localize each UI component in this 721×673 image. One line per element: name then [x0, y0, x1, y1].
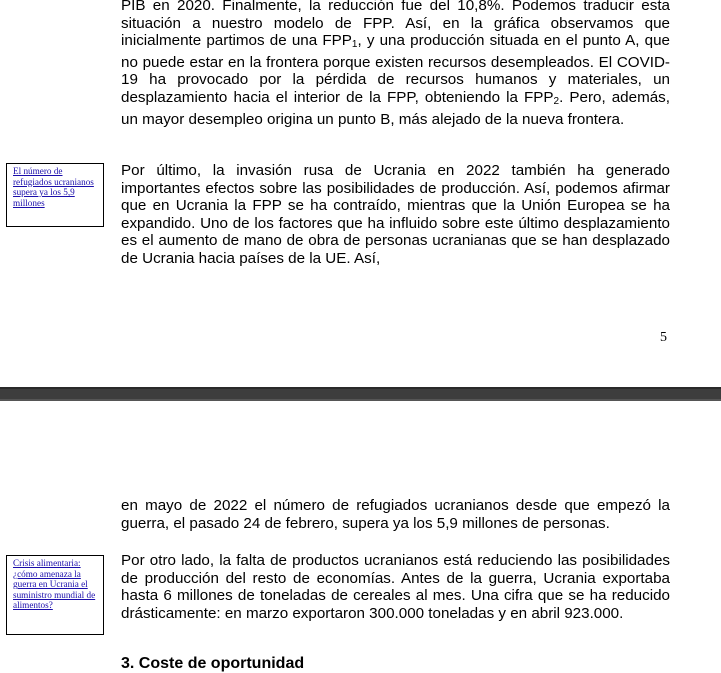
- section-heading: 3. Coste de oportunidad: [121, 655, 305, 672]
- paragraph-text: , y una producción situada en el punto A, que no puede estar en la frontera porque existen recursos desempleados. El COVID-19 ha provocado por la pérdida de recursos humanos y materiales, un desplazamiento hacia el interior de la FPP, obteniendo la FPP: [121, 32, 670, 106]
- food-crisis-link[interactable]: Crisis alimentaria: ¿cómo amenaza la guerra en Ucrania el suministro mundial de alimentos?: [13, 558, 96, 611]
- paragraph-food-crisis: Por otro lado, la falta de productos ucranianos está reduciendo las posibilidades de producción del resto de economías. Antes de la guerra, Ucrania exportaba hasta 6 millones de toneladas de cereales al mes. Una cifra que se ha reducido drásticamente: en marzo exportaron 300.000 toneladas y en abril 923.000.: [121, 552, 670, 622]
- page-number: 5: [660, 330, 667, 345]
- paragraph-ukraine-invasion: Por último, la invasión rusa de Ucrania en 2022 también ha generado importantes efectos sobre las posibilidades de producción. Así, podemos afirmar que en Ucrania la FPP se ha contraído, mientras que la Unión Europea se ha expandido. Uno de los factores que ha influido sobre este último desplazamiento es el aumento de mano de obra de personas ucranianas que se han desplazado de Ucrania hacia países de la UE. Así,: [121, 162, 670, 267]
- document-page-bottom: [0, 401, 721, 669]
- margin-note-food-crisis: [6, 555, 104, 635]
- subscript-1: 1: [351, 39, 358, 51]
- paragraph-refugees-may: en mayo de 2022 el número de refugiados ucranianos desde que empezó la guerra, el pasado 24 de febrero, supera ya los 5,9 millones de personas.: [121, 497, 670, 532]
- paragraph-text: . Pero, además, un mayor desempleo origina un punto B, más alejado de la nueva frontera.: [121, 88, 670, 128]
- paragraph-fpp-covid: [121, 0, 670, 128]
- paragraph-text: PIB en 2020. Finalmente, la reducción fue del 10,8%. Podemos traducir esta situación a nuestro modelo de FPP. Así, en la gráfica observamos que inicialmente partimos de una FPP: [121, 0, 670, 50]
- margin-note-refugees: [6, 163, 104, 227]
- refugees-link[interactable]: El número de refugiados ucranianos supera ya los 5,9 millones: [13, 166, 94, 208]
- page-separator: [0, 387, 721, 401]
- subscript-2: 2: [553, 95, 560, 107]
